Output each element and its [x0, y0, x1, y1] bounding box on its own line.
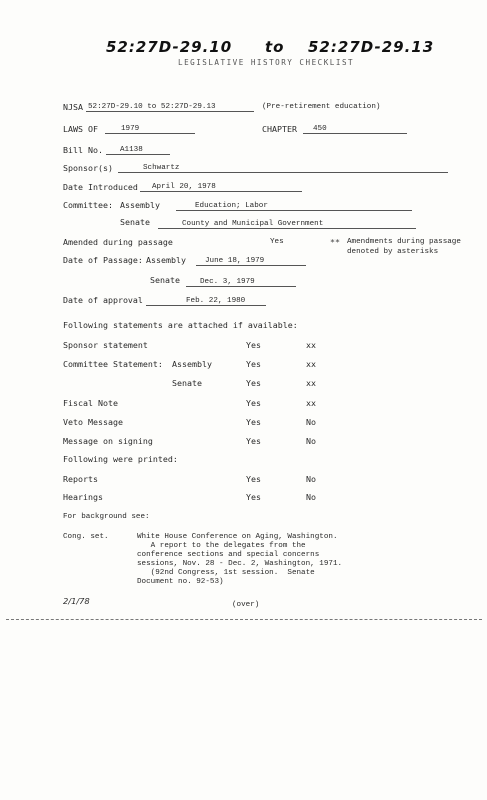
background-line: conference sections and special concerns	[137, 551, 320, 559]
date-introduced-label: Date Introduced	[63, 182, 138, 192]
passage-assembly-label: Assembly	[146, 255, 186, 265]
bill-no-underline	[106, 154, 170, 155]
background-heading: For background see:	[63, 513, 150, 521]
printed-row-yes: Yes	[246, 474, 261, 484]
passage-senate-value: Dec. 3, 1979	[200, 278, 255, 286]
statement-row-yes: Yes	[246, 398, 261, 408]
passage-senate-label: Senate	[150, 275, 180, 285]
statement-row-label: Veto Message	[63, 417, 123, 427]
amended-note-line1: Amendments during passage	[347, 238, 461, 246]
committee-senate-value: County and Municipal Government	[182, 220, 324, 228]
date-of-approval-underline	[146, 305, 266, 306]
cong-set-label: Cong. set.	[63, 533, 109, 541]
committee-assembly-underline	[176, 210, 412, 211]
printed-row-yes: Yes	[246, 492, 261, 502]
background-line: A report to the delegates from the	[137, 542, 306, 550]
statement-row-no: No	[306, 436, 316, 446]
sponsors-label: Sponsor(s)	[63, 163, 113, 173]
laws-of-value: 1979	[121, 125, 140, 133]
amended-value: Yes	[270, 238, 284, 246]
statement-row-label: Message on signing	[63, 436, 153, 446]
date-introduced-value: April 20, 1978	[152, 183, 216, 191]
sponsors-underline	[118, 172, 448, 173]
passage-assembly-underline	[196, 265, 306, 266]
laws-of-underline	[105, 133, 195, 134]
statement-row-yes: Yes	[246, 340, 261, 350]
page-subtitle: LEGISLATIVE HISTORY CHECKLIST	[178, 58, 355, 67]
njsa-note: (Pre-retirement education)	[262, 103, 381, 111]
date-of-passage-label: Date of Passage:	[63, 255, 143, 265]
chapter-value: 450	[313, 125, 327, 133]
statement-row-sub: Senate	[172, 378, 202, 388]
passage-senate-underline	[186, 286, 296, 287]
committee-assembly-value: Education; Labor	[195, 202, 268, 210]
printed-row-no: No	[306, 474, 316, 484]
statement-row-label: Committee Statement:	[63, 359, 163, 369]
printed-row-label: Reports	[63, 474, 98, 484]
committee-label: Committee:	[63, 200, 113, 210]
printed-row-label: Hearings	[63, 492, 103, 502]
handwritten-title-right: 52:27D-29.13	[308, 38, 435, 56]
committee-assembly-label: Assembly	[120, 200, 160, 210]
statement-row-yes: Yes	[246, 417, 261, 427]
background-line: sessions, Nov. 28 - Dec. 2, Washington, 1971.	[137, 560, 343, 568]
statement-row-no: xx	[306, 398, 316, 408]
statement-row-no: No	[306, 417, 316, 427]
amended-label: Amended during passage	[63, 237, 173, 247]
handwritten-title-left: 52:27D-29.10	[106, 38, 233, 56]
background-line: Document no. 92-53)	[137, 578, 224, 586]
laws-of-label: LAWS OF	[63, 124, 98, 134]
passage-assembly-value: June 18, 1979	[205, 257, 265, 265]
date-of-approval-value: Feb. 22, 1980	[186, 297, 246, 305]
background-line: White House Conference on Aging, Washington.	[137, 533, 338, 541]
statements-heading: Following statements are attached if available:	[63, 320, 298, 330]
initials-date: 2/1/78	[63, 596, 90, 606]
background-line: (92nd Congress, 1st session. Senate	[137, 569, 315, 577]
statement-row-no: xx	[306, 359, 316, 369]
committee-senate-label: Senate	[120, 217, 150, 227]
sponsors-value: Schwartz	[143, 164, 180, 172]
handwritten-title-mid: to	[265, 38, 285, 56]
printed-heading: Following were printed:	[63, 454, 178, 464]
amended-asterisks: **	[330, 237, 340, 247]
over-label: (over)	[232, 601, 260, 609]
amended-note-line2: denoted by asterisks	[347, 248, 439, 256]
statement-row-label: Fiscal Note	[63, 398, 118, 408]
njsa-value: 52:27D-29.10 to 52:27D-29.13	[88, 103, 216, 111]
chapter-underline	[303, 133, 407, 134]
statement-row-sub: Assembly	[172, 359, 212, 369]
date-introduced-underline	[140, 191, 302, 192]
date-of-approval-label: Date of approval	[63, 295, 143, 305]
statement-row-no: xx	[306, 378, 316, 388]
njsa-label: NJSA	[63, 102, 83, 112]
statement-row-no: xx	[306, 340, 316, 350]
bill-no-value: A1138	[120, 146, 143, 154]
statement-row-yes: Yes	[246, 436, 261, 446]
printed-row-no: No	[306, 492, 316, 502]
statement-row-label: Sponsor statement	[63, 340, 148, 350]
committee-senate-underline	[158, 228, 416, 229]
statement-row-yes: Yes	[246, 359, 261, 369]
bill-no-label: Bill No.	[63, 145, 103, 155]
chapter-label: CHAPTER	[262, 124, 297, 134]
statement-row-yes: Yes	[246, 378, 261, 388]
bottom-dashed-rule	[6, 619, 482, 620]
njsa-underline	[86, 111, 254, 112]
